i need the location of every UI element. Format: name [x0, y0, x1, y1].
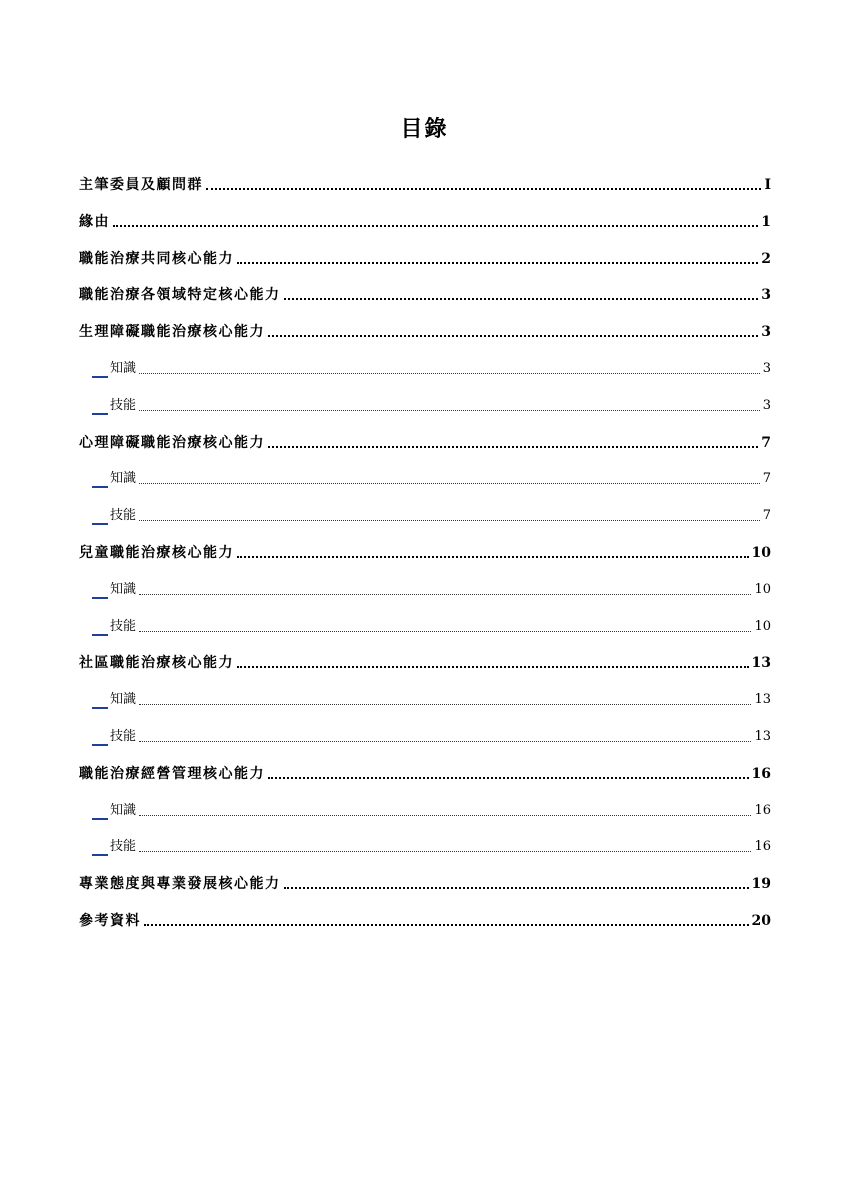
list-bullet-icon — [92, 486, 108, 488]
toc-entry-label: 職能治療經營管理核心能力 — [79, 765, 265, 782]
list-bullet-icon — [92, 413, 108, 415]
list-bullet-icon — [92, 854, 108, 856]
toc-entry-label: 專業態度與專業發展核心能力 — [79, 876, 281, 893]
toc-entry-label: 職能治療各領域特定核心能力 — [79, 287, 281, 304]
toc-entry[interactable] — [79, 168, 771, 194]
toc-entry[interactable] — [92, 389, 771, 415]
dot-leader — [139, 483, 760, 484]
toc-entry-label: 生理障礙職能治療核心能力 — [79, 324, 265, 341]
toc-entry-label: 社區職能治療核心能力 — [79, 655, 234, 672]
toc-entry[interactable] — [79, 867, 771, 893]
toc-entry-page-number: 16 — [751, 765, 771, 782]
toc-entry[interactable] — [79, 536, 771, 562]
toc-entry-page-number: 7 — [761, 434, 771, 451]
toc-entry[interactable] — [92, 573, 771, 599]
toc-entry-label: 主筆委員及顧問群 — [79, 177, 203, 193]
toc-entry-page-number: 20 — [751, 913, 771, 929]
toc-entry-label: 技能 — [110, 729, 137, 744]
toc-entry-page-number: 3 — [761, 324, 771, 341]
toc-entry-label: 參考資料 — [79, 913, 141, 929]
toc-entry-label: 知識 — [110, 361, 137, 376]
dot-leader — [237, 556, 749, 558]
dot-leader — [139, 631, 751, 632]
dot-leader — [139, 851, 751, 852]
toc-entry[interactable] — [92, 462, 771, 488]
toc-entry-page-number: 3 — [761, 287, 771, 304]
dot-leader — [284, 298, 759, 300]
toc-entry[interactable] — [79, 242, 771, 268]
toc-entry[interactable] — [79, 205, 771, 231]
toc-entry-label: 知識 — [110, 581, 137, 597]
list-bullet-icon — [92, 376, 108, 378]
list-bullet-icon — [92, 523, 108, 525]
dot-leader — [113, 225, 758, 227]
toc-entry-page-number: 1 — [761, 213, 771, 230]
toc-entry-label: 技能 — [110, 397, 137, 413]
toc-entry[interactable] — [92, 830, 771, 856]
list-bullet-icon — [92, 744, 108, 746]
toc-entry-page-number: 13 — [751, 655, 771, 672]
dot-leader — [139, 815, 751, 816]
toc-entry[interactable] — [92, 610, 771, 636]
toc-entry-page-number: 3 — [762, 361, 771, 376]
dot-leader — [284, 887, 749, 889]
toc-entry-label: 知識 — [110, 471, 137, 487]
dot-leader — [139, 410, 760, 411]
toc-entry[interactable] — [92, 683, 771, 709]
toc-entry-label: 知識 — [110, 802, 137, 818]
toc-entry[interactable] — [92, 720, 771, 746]
toc-entry-label: 技能 — [110, 508, 137, 524]
toc-entry-label: 知識 — [110, 692, 137, 708]
dot-leader — [237, 666, 749, 668]
dot-leader — [144, 924, 749, 926]
toc-entry-page-number: 10 — [751, 545, 771, 561]
list-bullet-icon — [92, 634, 108, 636]
toc-entry[interactable] — [79, 904, 771, 930]
dot-leader — [206, 188, 761, 190]
list-bullet-icon — [92, 818, 108, 820]
toc-entry-page-number: 3 — [762, 397, 771, 413]
toc-entry-label: 職能治療共同核心能力 — [79, 250, 234, 267]
dot-leader — [139, 704, 751, 705]
toc-entry-page-number: I — [764, 177, 771, 193]
toc-entry[interactable] — [92, 352, 771, 378]
toc-entry-page-number: 10 — [754, 618, 771, 634]
toc-entry-page-number: 7 — [762, 471, 771, 487]
toc-entry[interactable] — [79, 315, 771, 341]
toc-entry-label: 技能 — [110, 839, 137, 855]
toc-entry-page-number: 10 — [754, 581, 771, 597]
toc-entry-page-number: 13 — [754, 692, 771, 708]
list-bullet-icon — [92, 707, 108, 709]
toc-entry-label: 技能 — [110, 618, 137, 634]
toc-entry-label: 心理障礙職能治療核心能力 — [79, 434, 265, 451]
toc-entry-page-number: 13 — [754, 729, 771, 744]
dot-leader — [139, 594, 751, 595]
toc-entry[interactable] — [79, 757, 771, 783]
toc-entry-page-number: 16 — [754, 839, 771, 855]
toc-entry-page-number: 19 — [751, 876, 771, 893]
toc-entry[interactable] — [92, 499, 771, 525]
dot-leader — [237, 262, 758, 264]
dot-leader — [139, 520, 760, 521]
list-bullet-icon — [92, 597, 108, 599]
toc-entry[interactable] — [79, 278, 771, 304]
dot-leader — [268, 446, 758, 448]
toc-entry[interactable] — [79, 426, 771, 452]
dot-leader — [139, 741, 751, 742]
toc-entry-page-number: 16 — [754, 802, 771, 818]
dot-leader — [139, 373, 760, 374]
dot-leader — [268, 335, 758, 337]
toc-entry[interactable] — [92, 794, 771, 820]
toc-entry-label: 兒童職能治療核心能力 — [79, 545, 234, 561]
toc-entry-label: 緣由 — [79, 213, 110, 230]
toc-entry[interactable] — [79, 646, 771, 672]
toc-entry-page-number: 2 — [761, 250, 771, 267]
toc-entry-page-number: 7 — [762, 508, 771, 524]
page-title: 目錄 — [400, 116, 449, 142]
dot-leader — [268, 777, 749, 779]
